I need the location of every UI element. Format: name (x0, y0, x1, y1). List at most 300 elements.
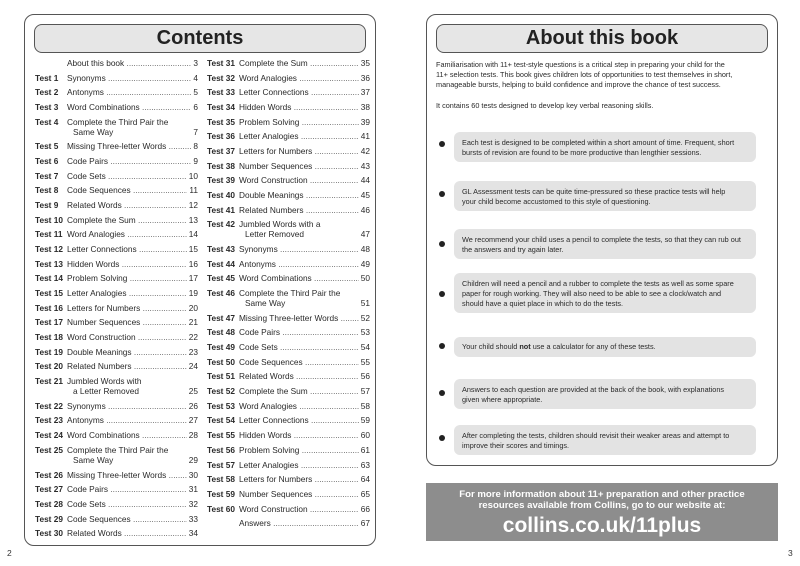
toc-entry[interactable] (207, 190, 370, 200)
toc-entry-title (67, 415, 187, 425)
toc-entry-title (67, 87, 191, 97)
toc-entry[interactable] (35, 430, 198, 440)
toc-entry-title (67, 430, 187, 440)
toc-entry-label: Code Sets (239, 342, 278, 353)
toc-entry-title (239, 430, 359, 440)
toc-page-number: 32 (188, 498, 198, 509)
toc-page-number: 25 (188, 386, 198, 397)
toc-page-number: 38 (360, 102, 370, 113)
toc-test-number: Test 12 (35, 244, 63, 255)
toc-entry-label: Synonyms (67, 400, 106, 411)
toc-entry-label: Word Combinations (67, 430, 140, 441)
toc-entry[interactable] (35, 229, 198, 239)
about-title: About this book (436, 24, 768, 53)
toc-entry-label: Complete the Sum (239, 58, 308, 68)
toc-entry-label: Missing Three-letter Words (239, 312, 339, 323)
toc-page-number: 12 (188, 200, 198, 211)
banner-line-2: resources available from Collins, go to our website at: (478, 500, 726, 511)
toc-entry-title (67, 445, 198, 465)
toc-entry[interactable] (207, 87, 370, 97)
toc-entry-title (67, 244, 187, 254)
toc-entry-label: Code Sequences (239, 356, 303, 367)
toc-entry-label: Letter Connections (67, 244, 137, 255)
toc-entry-title (239, 161, 359, 171)
toc-page-number: 58 (360, 400, 370, 411)
toc-entry-title (67, 200, 187, 210)
toc-test-number: Test 43 (207, 244, 235, 255)
info-line: Children will need a pencil and a rubber to complete the tests as well as some spare (462, 279, 734, 288)
toc-right-column (207, 58, 370, 533)
toc-entry-title (239, 131, 359, 141)
toc-entry-label: Jumbled Words with a (239, 219, 321, 230)
toc-entry-title (239, 288, 370, 308)
bullet-icon (439, 291, 445, 297)
toc-entry-label: Word Construction (239, 175, 308, 186)
toc-entry[interactable] (207, 288, 370, 308)
toc-entry-label: Double Meanings (239, 190, 304, 201)
about-intro (436, 60, 768, 89)
toc-entry[interactable] (207, 161, 370, 171)
toc-entry-label: Related Words (67, 528, 122, 539)
toc-entry-title (67, 484, 187, 494)
toc-entry[interactable] (207, 259, 370, 269)
toc-entry[interactable] (207, 342, 370, 352)
toc-entry[interactable] (207, 244, 370, 254)
toc-entry[interactable] (35, 499, 198, 509)
toc-leader-dots (278, 342, 359, 352)
toc-page-number: 47 (360, 229, 370, 240)
toc-entry-title (239, 518, 359, 528)
toc-entry[interactable] (35, 259, 198, 269)
toc-test-number: Test 7 (35, 170, 59, 181)
toc-leader-dots (140, 317, 186, 327)
toc-test-number: Test 17 (35, 317, 63, 328)
info-line: paper for rough working. They will also need to be able to see a clock/watch and (462, 288, 722, 298)
toc-entry-title (67, 117, 198, 137)
toc-entry-title (67, 361, 187, 371)
toc-entry[interactable] (207, 205, 370, 215)
toc-leader-dots (294, 371, 359, 381)
toc-entry-label: Hidden Words (239, 430, 292, 441)
toc-leader-dots (312, 273, 359, 283)
toc-entry[interactable] (35, 58, 198, 68)
toc-test-number: Test 34 (207, 102, 235, 113)
toc-page-number: 15 (188, 244, 198, 255)
toc-entry[interactable] (207, 131, 370, 141)
toc-entry-title (67, 215, 187, 225)
info-box (454, 132, 756, 162)
toc-entry-title (67, 171, 187, 181)
toc-entry-label: Answers (239, 518, 271, 529)
about-intro-line: manageable bursts, helping to build confidence and improve the chance of test success. (436, 79, 721, 89)
toc-entry[interactable] (35, 87, 198, 97)
toc-page-number: 33 (188, 513, 198, 524)
toc-entry[interactable] (35, 102, 198, 112)
toc-leader-dots (104, 87, 191, 97)
toc-leader-dots (136, 332, 187, 342)
toc-entry-title (239, 445, 359, 455)
toc-entry-label: Antonyms (67, 415, 104, 426)
toc-entry[interactable] (207, 474, 370, 484)
toc-entry-label: Letters for Numbers (239, 146, 313, 157)
toc-entry[interactable] (35, 347, 198, 357)
toc-leader-dots (140, 430, 187, 440)
toc-leader-dots (308, 386, 359, 396)
toc-entry[interactable] (207, 58, 370, 68)
toc-entry-title (67, 470, 187, 480)
toc-entry[interactable] (35, 185, 198, 195)
toc-entry-label: Code Sets (67, 498, 106, 509)
toc-entry[interactable] (35, 141, 198, 151)
toc-entry-label: Same Way (73, 454, 114, 465)
toc-entry[interactable] (207, 415, 370, 425)
toc-entry-title (239, 117, 359, 127)
toc-leader-dots (278, 244, 359, 254)
toc-test-number: Test 20 (35, 361, 63, 372)
toc-page-number: 66 (360, 503, 370, 514)
toc-entry-label: Code Sequences (67, 513, 131, 524)
website-link[interactable]: collins.co.uk/11plus (502, 514, 702, 537)
toc-entry-title (239, 73, 359, 83)
toc-entry-label: Letter Connections (239, 87, 309, 98)
toc-test-number: Test 26 (35, 469, 63, 480)
toc-entry-label: Hidden Words (239, 102, 292, 113)
toc-leader-dots (122, 528, 187, 538)
toc-page-number: 65 (360, 488, 370, 499)
toc-leader-dots (303, 357, 359, 367)
toc-entry-label: Number Sequences (239, 488, 313, 499)
toc-leader-dots (312, 489, 358, 499)
toc-entry-title (67, 73, 191, 83)
toc-leader-dots (106, 73, 192, 83)
toc-entry[interactable] (207, 327, 370, 337)
toc-entry[interactable] (35, 445, 198, 465)
toc-test-number: Test 44 (207, 258, 235, 269)
toc-page-number: 26 (188, 400, 198, 411)
toc-test-number: Test 24 (35, 430, 63, 441)
toc-entry-title (239, 190, 359, 200)
toc-test-number: Test 41 (207, 204, 235, 215)
toc-leader-dots (309, 87, 359, 97)
toc-entry-title (239, 259, 359, 269)
toc-entry[interactable] (35, 215, 198, 225)
toc-test-number: Test 9 (35, 200, 59, 211)
info-line: should have a quiet place in which to do the tests. (462, 298, 624, 308)
toc-entry-title (67, 185, 187, 195)
contents-panel (24, 14, 376, 546)
toc-leader-dots (132, 347, 187, 357)
toc-entry-label: Letter Analogies (239, 131, 299, 142)
toc-page-number: 17 (188, 273, 198, 284)
toc-entry[interactable] (207, 518, 370, 528)
toc-test-number: Test 3 (35, 102, 59, 113)
toc-test-number: Test 50 (207, 356, 235, 367)
toc-page-number: 4 (193, 72, 198, 83)
toc-entry-title (239, 415, 359, 425)
toc-page-number: 3 (193, 58, 198, 68)
toc-page-number: 53 (360, 327, 370, 338)
toc-page-number: 13 (188, 214, 198, 225)
toc-page-number: 48 (360, 244, 370, 255)
toc-entry[interactable] (35, 200, 198, 210)
toc-entry[interactable] (207, 175, 370, 185)
toc-entry[interactable] (207, 102, 370, 112)
toc-leader-dots (299, 131, 359, 141)
toc-entry[interactable] (35, 288, 198, 298)
toc-test-number: Test 6 (35, 156, 59, 167)
toc-leader-dots (140, 303, 186, 313)
toc-page-number: 36 (360, 72, 370, 83)
toc-test-number: Test 32 (207, 72, 235, 83)
toc-entry-title (239, 146, 359, 156)
toc-entry-label: Word Construction (239, 503, 308, 514)
toc-entry-label: Antonyms (239, 258, 276, 269)
toc-entry[interactable] (207, 313, 370, 323)
toc-page-number: 22 (188, 332, 198, 343)
toc-entry[interactable] (207, 386, 370, 396)
toc-page-number: 35 (360, 58, 370, 68)
toc-entry-label: Synonyms (67, 72, 106, 83)
toc-entry[interactable] (35, 484, 198, 494)
toc-entry-label: Complete the Third Pair the (67, 116, 169, 127)
toc-entry[interactable] (35, 415, 198, 425)
toc-entry-title (239, 386, 359, 396)
toc-page-number: 20 (188, 302, 198, 313)
toc-entry-label: Word Analogies (239, 400, 297, 411)
toc-entry-title (67, 499, 187, 509)
toc-entry-title (67, 347, 187, 357)
toc-entry-title (67, 514, 187, 524)
toc-entry[interactable] (35, 361, 198, 371)
toc-page-number: 55 (360, 356, 370, 367)
bullet-icon (439, 390, 445, 396)
toc-test-number: Test 57 (207, 459, 235, 470)
toc-test-number: Test 46 (207, 288, 235, 299)
toc-entry-label: Related Words (239, 371, 294, 382)
toc-page-number: 56 (360, 371, 370, 382)
toc-entry-title (239, 175, 359, 185)
toc-page-number: 21 (188, 317, 198, 328)
toc-entry-line2 (67, 127, 198, 137)
info-emphasis: not (519, 342, 531, 351)
info-box (454, 379, 756, 409)
toc-entry-title (239, 504, 359, 514)
toc-leader-dots (312, 474, 358, 484)
toc-test-number: Test 52 (207, 386, 235, 397)
toc-entry-label: Code Pairs (239, 327, 281, 338)
toc-leader-dots (137, 244, 187, 254)
info-text: use a calculator for any of these tests. (530, 342, 656, 351)
toc-page-number: 57 (360, 386, 370, 397)
toc-test-number: Test 8 (35, 185, 59, 196)
toc-entry[interactable] (35, 401, 198, 411)
toc-entry-label: Letters for Numbers (67, 302, 141, 313)
toc-leader-dots (308, 175, 359, 185)
toc-entry[interactable] (207, 73, 370, 83)
toc-test-number: Test 53 (207, 400, 235, 411)
toc-entry-line2 (67, 386, 198, 396)
toc-entry-title (67, 229, 187, 239)
toc-test-number: Test 45 (207, 273, 235, 284)
toc-entry[interactable] (207, 146, 370, 156)
toc-leader-dots (106, 171, 187, 181)
info-line: bursts of revision are found to be more productive than lengthier sessions. (462, 147, 702, 157)
toc-test-number: Test 5 (35, 141, 59, 152)
toc-entry[interactable] (35, 528, 198, 538)
toc-page-number: 7 (193, 126, 198, 137)
toc-leader-dots (166, 470, 186, 480)
toc-page-number: 41 (360, 131, 370, 142)
toc-test-number: Test 21 (35, 376, 63, 387)
toc-entry[interactable] (35, 303, 198, 313)
info-line: GL Assessment tests can be quite time-pressured so these practice tests will help (462, 187, 726, 196)
toc-entry-label: Word Construction (67, 332, 136, 343)
info-line: Each test is designed to be completed within a short amount of time. Frequent, short (462, 138, 735, 147)
toc-entry-label: Related Numbers (67, 361, 132, 372)
toc-test-number: Test 31 (207, 58, 235, 68)
toc-entry[interactable] (35, 171, 198, 181)
toc-leader-dots (297, 401, 359, 411)
toc-entry[interactable] (207, 445, 370, 455)
toc-entry-label: Complete the Third Pair the (239, 288, 341, 299)
toc-entry-label: Related Numbers (239, 204, 304, 215)
toc-test-number: Test 29 (35, 513, 63, 524)
toc-test-number: Test 2 (35, 87, 59, 98)
toc-entry[interactable] (207, 430, 370, 440)
toc-entry-title (67, 273, 187, 283)
bullet-icon (439, 191, 445, 197)
toc-leader-dots (312, 161, 358, 171)
toc-leader-dots (132, 361, 187, 371)
toc-entry-label: Code Pairs (67, 484, 109, 495)
toc-entry-label: Code Pairs (67, 156, 109, 167)
toc-entry[interactable] (35, 470, 198, 480)
toc-entry-label: Antonyms (67, 87, 104, 98)
page-number-left: 2 (7, 548, 12, 558)
toc-entry-title (239, 205, 359, 215)
toc-entry[interactable] (207, 460, 370, 470)
toc-test-number: Test 42 (207, 219, 235, 230)
toc-leader-dots (106, 499, 187, 509)
toc-test-number: Test 27 (35, 484, 63, 495)
toc-entry[interactable] (35, 156, 198, 166)
toc-page-number: 60 (360, 430, 370, 441)
toc-entry-title (239, 273, 359, 283)
toc-entry[interactable] (207, 117, 370, 127)
toc-entry[interactable] (207, 401, 370, 411)
toc-entry[interactable] (207, 273, 370, 283)
info-box (454, 229, 756, 259)
contents-title: Contents (34, 24, 366, 53)
toc-test-number: Test 30 (35, 528, 63, 539)
toc-test-number: Test 36 (207, 131, 235, 142)
toc-leader-dots (308, 504, 359, 514)
toc-page-number: 46 (360, 204, 370, 215)
toc-page-number: 43 (360, 160, 370, 171)
toc-test-number: Test 4 (35, 116, 59, 127)
toc-test-number: Test 18 (35, 332, 63, 343)
toc-entry-label: Same Way (73, 126, 114, 137)
info-box (454, 337, 756, 357)
toc-entry-label: Number Sequences (239, 160, 313, 171)
toc-entry[interactable] (207, 489, 370, 499)
toc-entry[interactable] (207, 371, 370, 381)
toc-entry-title (239, 401, 359, 411)
toc-entry[interactable] (35, 73, 198, 83)
toc-test-number: Test 23 (35, 415, 63, 426)
toc-entry-title (67, 141, 191, 151)
toc-leader-dots (127, 273, 186, 283)
toc-entry-line2 (67, 455, 198, 465)
toc-entry-label: About this book (67, 58, 125, 68)
toc-page-number: 64 (360, 474, 370, 485)
toc-test-number: Test 39 (207, 175, 235, 186)
toc-entry[interactable] (35, 317, 198, 327)
toc-page-number: 49 (360, 258, 370, 269)
toc-entry-label: Complete the Third Pair the (67, 444, 169, 455)
toc-entry[interactable] (207, 219, 370, 239)
toc-leader-dots (304, 190, 359, 200)
toc-entry-title (239, 58, 359, 68)
toc-leader-dots (131, 514, 187, 524)
toc-page-number: 34 (188, 528, 198, 539)
toc-page-number: 28 (188, 430, 198, 441)
toc-entry[interactable] (207, 357, 370, 367)
toc-leader-dots (304, 205, 359, 215)
info-line: the answers and try again later. (462, 244, 564, 254)
info-box (454, 425, 756, 455)
toc-entry-label: Synonyms (239, 244, 278, 255)
toc-entry-title (239, 87, 359, 97)
toc-test-number: Test 1 (35, 72, 59, 83)
toc-leader-dots (136, 215, 187, 225)
toc-test-number: Test 38 (207, 160, 235, 171)
toc-entry-title (67, 156, 191, 166)
toc-page-number: 59 (360, 415, 370, 426)
bullet-icon (439, 435, 445, 441)
toc-entry-title (239, 371, 359, 381)
info-line: We recommend your child uses a pencil to complete the tests, so that they can rub out (462, 235, 741, 244)
toc-leader-dots (104, 415, 187, 425)
toc-page-number: 27 (188, 415, 198, 426)
toc-entry-title (67, 376, 198, 396)
toc-entry-label: Same Way (245, 298, 286, 309)
info-line: Answers to each question are provided at the back of the book, with explanations (462, 385, 725, 394)
toc-test-number: Test 33 (207, 87, 235, 98)
toc-page-number: 9 (193, 156, 198, 167)
toc-test-number: Test 49 (207, 342, 235, 353)
toc-entry-title (67, 401, 187, 411)
toc-entry[interactable] (35, 514, 198, 524)
toc-entry[interactable] (35, 332, 198, 342)
toc-entry-title (67, 332, 187, 342)
toc-entry[interactable] (35, 376, 198, 396)
toc-entry-label: Number Sequences (67, 317, 141, 328)
toc-entry[interactable] (207, 504, 370, 514)
toc-test-number: Test 22 (35, 400, 63, 411)
toc-entry[interactable] (35, 244, 198, 254)
info-line: given where appropriate. (462, 394, 543, 404)
toc-entry[interactable] (35, 117, 198, 137)
toc-entry-title (239, 342, 359, 352)
toc-entry[interactable] (35, 273, 198, 283)
toc-entry-label: Missing Three-letter Words (67, 469, 167, 480)
toc-page-number: 51 (360, 298, 370, 309)
toc-entry-label: Word Combinations (239, 273, 312, 284)
toc-entry-title (67, 58, 191, 68)
toc-entry-label: Letter Analogies (67, 288, 127, 299)
toc-entry-label: Problem Solving (239, 116, 300, 127)
